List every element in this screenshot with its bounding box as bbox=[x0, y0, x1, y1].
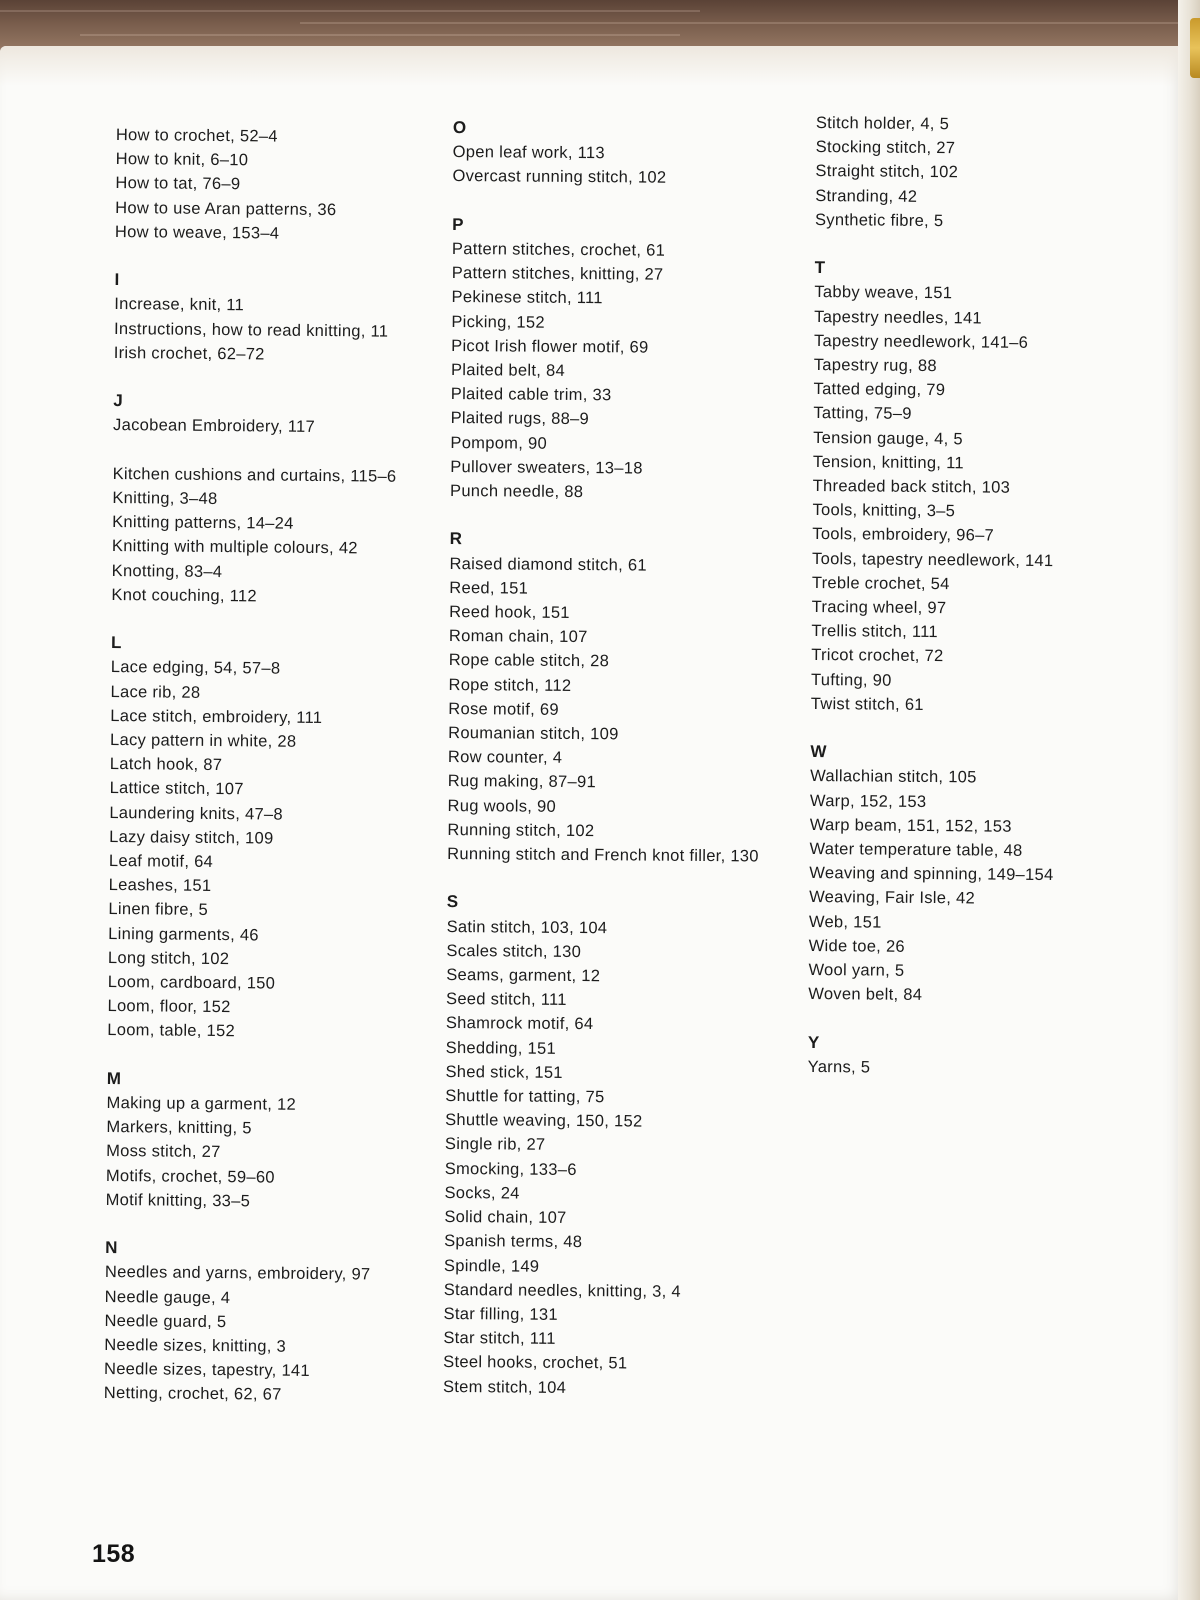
index-entry: Stranding, 42 bbox=[815, 186, 918, 206]
index-group bbox=[113, 389, 397, 440]
index-letter-heading: I bbox=[114, 270, 120, 290]
index-letter-heading: N bbox=[105, 1238, 118, 1258]
index-entry: Threaded back stitch, 103 bbox=[812, 477, 1011, 497]
index-entry: Open leaf work, 113 bbox=[452, 143, 605, 163]
index-entry: How to knit, 6–10 bbox=[115, 150, 249, 170]
index-entry: Smocking, 133–6 bbox=[444, 1159, 577, 1179]
index-column-3 bbox=[807, 111, 1060, 1105]
index-entry: Reed, 151 bbox=[449, 578, 529, 598]
index-entry: Picking, 152 bbox=[451, 312, 545, 332]
index-entry: Lacy pattern in white, 28 bbox=[109, 730, 297, 751]
index-entry: Shed stick, 151 bbox=[445, 1062, 563, 1082]
index-column-2 bbox=[443, 116, 765, 1425]
index-entry: Rug making, 87–91 bbox=[447, 772, 597, 792]
index-entry: Shamrock motif, 64 bbox=[445, 1014, 594, 1034]
index-entry: Shuttle for tatting, 75 bbox=[445, 1087, 605, 1107]
index-entry: Rose motif, 69 bbox=[448, 699, 560, 719]
index-entry: Rope cable stitch, 28 bbox=[448, 651, 610, 671]
index-entry: Standard needles, knitting, 3, 4 bbox=[443, 1280, 681, 1301]
index-entry: Lace stitch, embroidery, 111 bbox=[110, 706, 323, 727]
index-group bbox=[104, 1236, 389, 1408]
index-entry: How to crochet, 52–4 bbox=[115, 125, 278, 146]
index-entry: Tapestry needles, 141 bbox=[814, 307, 983, 328]
index-entry: Moss stitch, 27 bbox=[106, 1142, 221, 1162]
index-entry: Pattern stitches, knitting, 27 bbox=[451, 264, 664, 284]
index-entry: Lining garments, 46 bbox=[108, 924, 259, 945]
index-entry: Stocking stitch, 27 bbox=[815, 138, 956, 158]
index-entry: Motifs, crochet, 59–60 bbox=[105, 1166, 275, 1187]
index-entry: Treble crochet, 54 bbox=[811, 573, 950, 594]
index-group bbox=[107, 631, 395, 1045]
index-entry: Overcast running stitch, 102 bbox=[452, 167, 667, 188]
index-letter-heading: W bbox=[810, 742, 827, 762]
index-letter-heading: Y bbox=[807, 1032, 820, 1052]
index-entry: Knitting patterns, 14–24 bbox=[112, 513, 294, 533]
index-entry: Roumanian stitch, 109 bbox=[448, 724, 619, 744]
index-group bbox=[450, 213, 764, 506]
index-entry: Scales stitch, 130 bbox=[446, 941, 582, 961]
index-entry: Web, 151 bbox=[808, 912, 882, 932]
index-entry: Jacobean Embroidery, 117 bbox=[113, 416, 316, 437]
index-entry: Warp, 152, 153 bbox=[809, 791, 927, 811]
index-entry: Knitting with multiple colours, 42 bbox=[111, 537, 358, 558]
index-entry: How to tat, 76–9 bbox=[115, 174, 241, 194]
index-entry: Spindle, 149 bbox=[443, 1256, 540, 1276]
index-entry: Leaf motif, 64 bbox=[108, 851, 214, 871]
book-cover-edge bbox=[1190, 18, 1200, 78]
index-entry: Linen fibre, 5 bbox=[108, 900, 209, 920]
index-letter-heading: T bbox=[814, 258, 826, 278]
index-entry: Pullover sweaters, 13–18 bbox=[450, 457, 643, 478]
index-entry: Rug wools, 90 bbox=[447, 796, 557, 816]
index-entry: Single rib, 27 bbox=[444, 1135, 546, 1155]
index-entry: Pompom, 90 bbox=[450, 433, 548, 453]
index-entry: Weaving, Fair Isle, 42 bbox=[809, 888, 976, 908]
index-entry: Knot couching, 112 bbox=[111, 585, 258, 606]
index-entry: Straight stitch, 102 bbox=[815, 162, 959, 182]
index-entry: Tabby weave, 151 bbox=[814, 283, 953, 303]
index-entry: Motif knitting, 33–5 bbox=[105, 1190, 251, 1211]
index-entry: Lazy daisy stitch, 109 bbox=[109, 827, 274, 848]
index-entry: Loom, cardboard, 150 bbox=[107, 973, 276, 993]
index-entry: Shuttle weaving, 150, 152 bbox=[445, 1111, 643, 1131]
index-entry: Needle guard, 5 bbox=[104, 1311, 227, 1331]
index-entry: Reed hook, 151 bbox=[449, 603, 570, 622]
index-entry: Kitchen cushions and curtains, 115–6 bbox=[112, 464, 397, 486]
index-entry: Plaited belt, 84 bbox=[450, 361, 566, 380]
index-letter-heading: L bbox=[110, 633, 122, 653]
index-entry: Wool yarn, 5 bbox=[808, 961, 905, 980]
page-number: 158 bbox=[92, 1540, 136, 1568]
index-entry: Tension gauge, 4, 5 bbox=[813, 428, 963, 448]
index-letter-heading: S bbox=[446, 892, 459, 912]
index-entry: Netting, crochet, 62, 67 bbox=[103, 1384, 282, 1405]
index-entry: Tatting, 75–9 bbox=[813, 404, 912, 424]
index-entry: Tricot crochet, 72 bbox=[811, 646, 944, 666]
index-entry: Spanish terms, 48 bbox=[444, 1232, 583, 1252]
index-entry: Tapestry needlework, 141–6 bbox=[813, 331, 1029, 352]
index-group bbox=[111, 462, 396, 610]
index-entry: Wallachian stitch, 105 bbox=[810, 767, 977, 787]
index-entry: Steel hooks, crochet, 51 bbox=[443, 1353, 628, 1373]
index-entry: Star filling, 131 bbox=[443, 1304, 558, 1324]
index-entry: Latch hook, 87 bbox=[109, 755, 223, 775]
index-group bbox=[808, 740, 1054, 1008]
index-entry: Tools, embroidery, 96–7 bbox=[812, 525, 995, 546]
index-entry: Needle sizes, tapestry, 141 bbox=[103, 1360, 311, 1381]
index-entry: Plaited cable trim, 33 bbox=[450, 385, 612, 405]
index-entry: Tatted edging, 79 bbox=[813, 380, 946, 400]
index-entry: Pekinese stitch, 111 bbox=[451, 288, 603, 308]
index-entry: Lace rib, 28 bbox=[110, 682, 201, 702]
index-entry: Lace edging, 54, 57–8 bbox=[110, 658, 281, 679]
index-entry: Running stitch, 102 bbox=[447, 820, 595, 840]
index-entry: Roman chain, 107 bbox=[448, 627, 588, 647]
index-entry: Seed stitch, 111 bbox=[445, 990, 567, 1010]
index-entry: Solid chain, 107 bbox=[444, 1208, 567, 1228]
index-entry: Water temperature table, 48 bbox=[809, 840, 1023, 860]
index-entry: Lattice stitch, 107 bbox=[109, 779, 244, 799]
index-group bbox=[114, 268, 399, 368]
index-entry: Socks, 24 bbox=[444, 1183, 520, 1203]
index-entry: Raised diamond stitch, 61 bbox=[449, 554, 647, 575]
index-group bbox=[811, 256, 1059, 718]
index-entry: Star stitch, 111 bbox=[443, 1329, 556, 1348]
index-entry: Seams, garment, 12 bbox=[446, 966, 601, 986]
book-spine-edge bbox=[1178, 0, 1200, 1600]
index-group bbox=[452, 116, 764, 191]
index-entry: Picot Irish flower motif, 69 bbox=[451, 336, 649, 357]
book-page bbox=[0, 46, 1185, 1600]
index-entry: Running stitch and French knot filler, 130 bbox=[447, 845, 759, 866]
index-letter-heading: O bbox=[452, 117, 467, 138]
index-entry: Tools, knitting, 3–5 bbox=[812, 501, 956, 521]
index-letter-heading: J bbox=[113, 391, 124, 411]
index-entry: Making up a garment, 12 bbox=[106, 1094, 297, 1114]
index-entry: Tapestry rug, 88 bbox=[813, 356, 937, 376]
index-entry: Needle gauge, 4 bbox=[104, 1287, 231, 1307]
index-entry: Needles and yarns, embroidery, 97 bbox=[104, 1263, 371, 1284]
index-group bbox=[106, 1067, 391, 1215]
index-entry: Laundering knits, 47–8 bbox=[109, 803, 284, 824]
index-entry: Tension, knitting, 11 bbox=[812, 452, 964, 473]
index-entry: Loom, floor, 152 bbox=[107, 997, 231, 1017]
index-entry: Rope stitch, 112 bbox=[448, 675, 572, 695]
index-entry: Knitting, 3–48 bbox=[112, 488, 218, 508]
index-entry: Loom, table, 152 bbox=[107, 1021, 236, 1041]
index-entry: Satin stitch, 103, 104 bbox=[446, 917, 608, 937]
index-group bbox=[447, 527, 761, 868]
index-entry: Woven belt, 84 bbox=[808, 985, 923, 1005]
index-letter-heading: R bbox=[449, 529, 463, 549]
index-entry: Tracing wheel, 97 bbox=[811, 598, 947, 618]
index-entry: Synthetic fibre, 5 bbox=[814, 210, 944, 230]
index-entry: Weaving and spinning, 149–154 bbox=[809, 864, 1054, 885]
index-entry: Trellis stitch, 111 bbox=[811, 622, 938, 642]
index-entry: Leashes, 151 bbox=[108, 876, 212, 896]
index-entry: How to use Aran patterns, 36 bbox=[115, 198, 337, 219]
index-entry: Yarns, 5 bbox=[807, 1057, 871, 1077]
index-entry: Punch needle, 88 bbox=[449, 482, 584, 502]
index-entry: Stitch holder, 4, 5 bbox=[815, 113, 950, 134]
index-group bbox=[443, 890, 759, 1401]
index-entry: Twist stitch, 61 bbox=[810, 694, 924, 714]
index-entry: Markers, knitting, 5 bbox=[106, 1118, 252, 1138]
index-entry: Row counter, 4 bbox=[447, 748, 563, 768]
index-entry: Tools, tapestry needlework, 141 bbox=[812, 549, 1054, 570]
index-entry: Stem stitch, 104 bbox=[442, 1377, 567, 1397]
index-entry: Irish crochet, 62–72 bbox=[113, 343, 265, 364]
index-letter-heading: M bbox=[106, 1068, 122, 1088]
index-entry: Tufting, 90 bbox=[810, 670, 892, 690]
index-column-1 bbox=[103, 123, 399, 1433]
index-entry: Plaited rugs, 88–9 bbox=[450, 409, 590, 429]
index-entry: Increase, knit, 11 bbox=[114, 295, 245, 315]
index-entry: Needle sizes, knitting, 3 bbox=[104, 1336, 287, 1356]
index-letter-heading: P bbox=[452, 214, 464, 234]
index-entry: Long stitch, 102 bbox=[107, 948, 230, 968]
index-entry: Shedding, 151 bbox=[445, 1038, 557, 1058]
index-group bbox=[815, 111, 1060, 234]
index-entry: Knotting, 83–4 bbox=[111, 561, 223, 581]
index-entry: Warp beam, 151, 152, 153 bbox=[809, 815, 1012, 836]
index-entry: How to weave, 153–4 bbox=[114, 222, 280, 243]
index-entry: Instructions, how to read knitting, 11 bbox=[113, 319, 389, 341]
index-entry: Wide toe, 26 bbox=[808, 936, 906, 956]
index-entry: Pattern stitches, crochet, 61 bbox=[451, 239, 666, 260]
index-group bbox=[115, 123, 400, 247]
index-group bbox=[808, 1031, 1053, 1082]
